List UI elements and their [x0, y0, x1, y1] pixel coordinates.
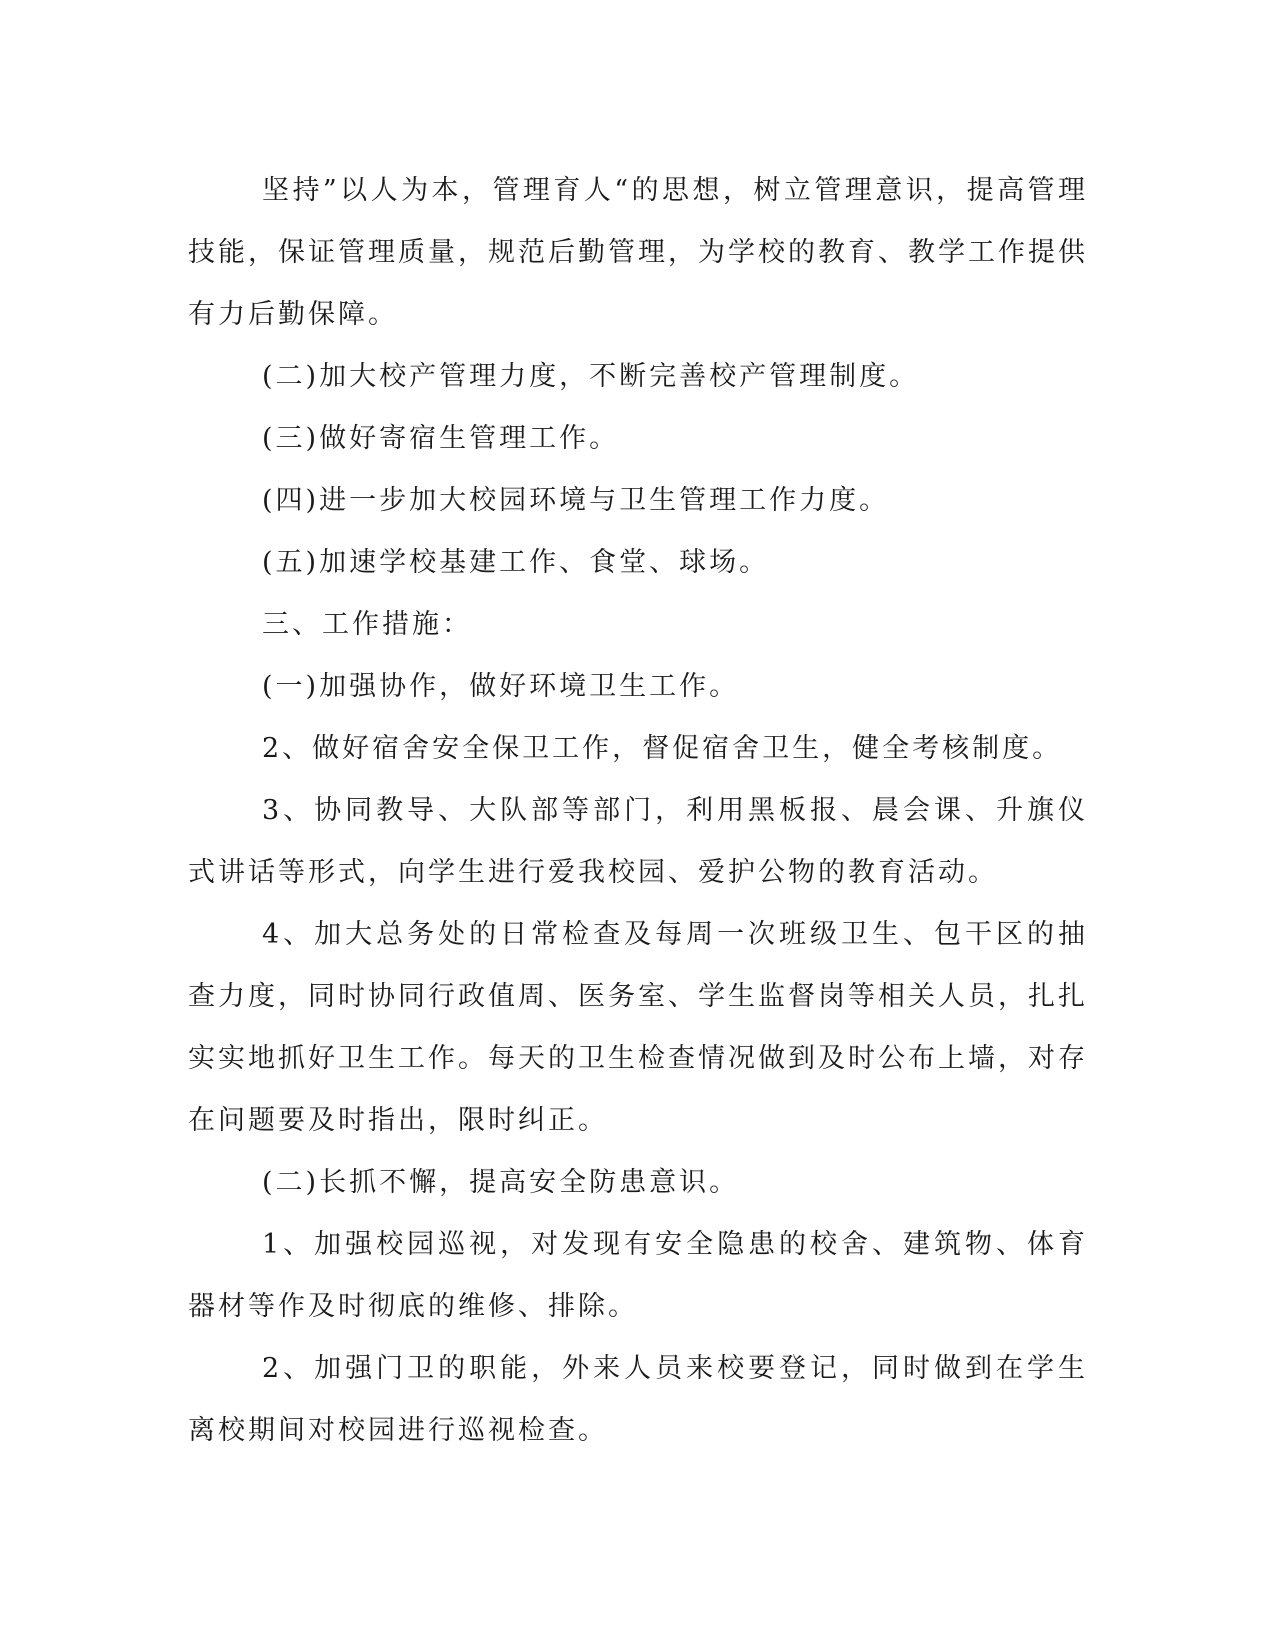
paragraph-gatekeeper-duties: 2、加强门卫的职能，外来人员来校要登记，同时做到在学生离校期间对校园进行巡视检查。 — [188, 1353, 1088, 1446]
paragraph-safety-awareness: (二)长抓不懈，提高安全防患意识。 — [262, 1167, 740, 1198]
paragraph-cooperation-hygiene: (一)加强协作，做好环境卫生工作。 — [262, 671, 740, 702]
paragraph-school-property: (二)加大校产管理力度，不断完善校产管理制度。 — [262, 361, 920, 392]
paragraph-infrastructure: (五)加速学校基建工作、食堂、球场。 — [262, 547, 770, 578]
paragraph-campus-patrol: 1、加强校园巡视，对发现有安全隐患的校舍、建筑物、体育器材等作及时彻底的维修、排除。 — [188, 1229, 1088, 1322]
paragraph-dormitory-safety: 2、做好宿舍安全保卫工作，督促宿舍卫生，健全考核制度。 — [262, 733, 1063, 764]
paragraph-hygiene-inspection: 4、加大总务处的日常检查及每周一次班级卫生、包干区的抽查力度，同时协同行政值周、医务室、学生监督岗等相关人员，扎扎实实地抓好卫生工作。每天的卫生检查情况做到及时公布上墙，对存在问题要及时指出，限时纠正。 — [188, 919, 1088, 1136]
paragraph-boarding-students: (三)做好寄宿生管理工作。 — [262, 423, 620, 454]
paragraph-education-activities: 3、协同教导、大队部等部门，利用黑板报、晨会课、升旗仪式讲话等形式，向学生进行爱我校园、爱护公物的教育活动。 — [188, 795, 1088, 888]
paragraph-campus-environment: (四)进一步加大校园环境与卫生管理工作力度。 — [262, 485, 890, 516]
section-heading-work-measures: 三、工作措施： — [262, 609, 472, 640]
paragraph-management-philosophy: 坚持”以人为本，管理育人“的思想，树立管理意识，提高管理技能，保证管理质量，规范后勤管理，为学校的教育、教学工作提供有力后勤保障。 — [188, 175, 1088, 330]
document-body — [188, 160, 1088, 1462]
